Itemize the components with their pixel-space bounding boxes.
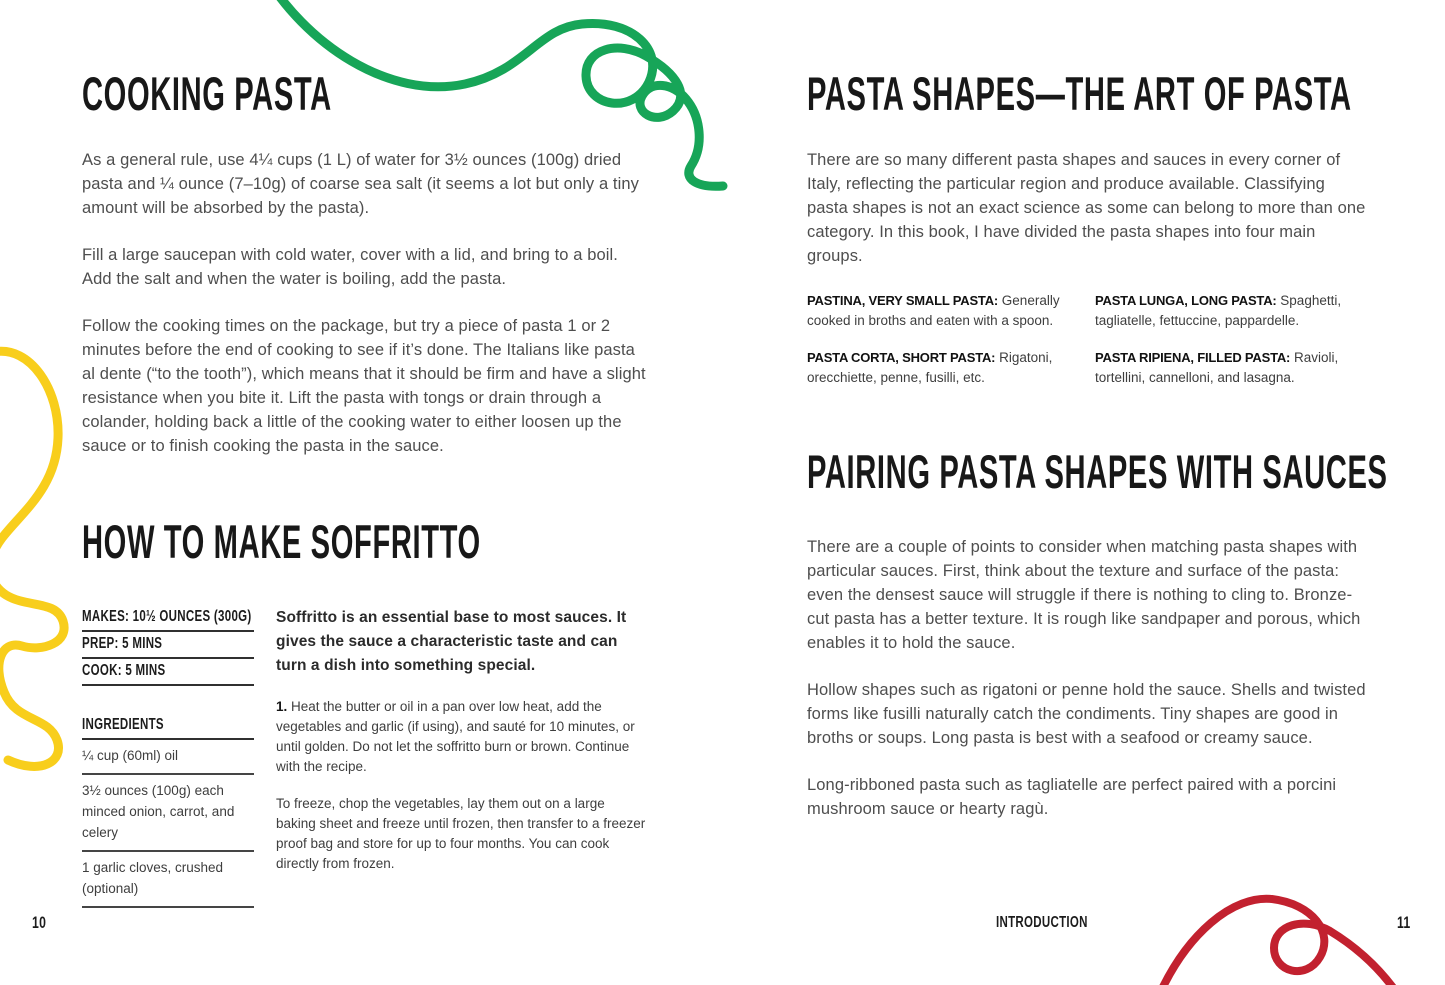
page-right xyxy=(807,67,1388,844)
pasta-shapes-title xyxy=(807,67,1367,120)
body-paragraph: Fill a large saucepan with cold water, cover with a lid, and bring to a boil. Add the salt and when the water is boiling, add the pasta. xyxy=(82,246,618,288)
ingredient-item: 1 garlic cloves, crushed (optional) xyxy=(82,852,254,908)
soffritto-title-text: HOW TO MAKE SOFFRITTO xyxy=(82,515,481,568)
category-label: PASTINA, VERY SMALL PASTA: xyxy=(807,293,999,308)
step-text: Heat the butter or oil in a pan over low heat, add the vegetables and garlic (if using), and sauté for 10 minutes, or until golden. Do not let the soffritto burn or brown. Continue with the recipe. xyxy=(276,699,635,774)
body-paragraph: Long-ribboned pasta such as tagliatelle are perfect paired with a porcini mushroom sauce or hearty ragù. xyxy=(807,776,1337,818)
footer-section-label-text: INTRODUCTION xyxy=(996,914,1088,931)
meta-row-prep xyxy=(82,632,254,659)
step-text: To freeze, chop the vegetables, lay them out on a large baking sheet and freeze until frozen, then transfer to a freezer proof bag and store for up to four months. You can cook directly from frozen. xyxy=(276,796,646,871)
red-pasta-squiggle-icon xyxy=(1156,899,1403,985)
body-paragraph: As a general rule, use 4¼ cups (1 L) of water for 3½ ounces (100g) dried pasta and ¼ ounce (7–10g) of coarse sea salt (it seems a lot but only a tiny amount will be absorbed by the pasta). xyxy=(82,151,639,217)
ingredient-item: ¼ cup (60ml) oil xyxy=(82,740,254,775)
body-paragraph: Hollow shapes such as rigatoni or penne hold the sauce. Shells and twisted forms like fusilli naturally catch the condiments. Tiny shapes are good in broths or soups. Long pasta is best with a seafood or creamy sauce. xyxy=(807,681,1366,747)
meta-row-cook xyxy=(82,659,254,686)
category-pasta-corta xyxy=(807,348,1079,388)
page-left xyxy=(82,67,648,908)
recipe-body xyxy=(276,605,648,908)
pasta-shapes-title-text: PASTA SHAPES—THE ART OF PASTA xyxy=(807,67,1352,120)
page-number-left-text: 10 xyxy=(32,913,47,932)
makes-label: MAKES: 10½ OUNCES (300G) xyxy=(82,608,252,625)
recipe-step-1 xyxy=(276,697,648,777)
footer-section-label xyxy=(996,914,1123,932)
category-pasta-ripiena xyxy=(1095,348,1367,388)
category-label: PASTA RIPIENA, FILLED PASTA: xyxy=(1095,350,1291,365)
soffritto-title xyxy=(82,515,648,568)
meta-row-makes xyxy=(82,605,254,632)
soffritto-recipe xyxy=(82,605,648,908)
category-text: Spaghetti, tagliatelle, fettuccine, pappardelle. xyxy=(1095,293,1342,328)
body-paragraph: Follow the cooking times on the package, but try a piece of pasta 1 or 2 minutes before the end of cooking to see if it’s done. The Italians like pasta al dente (“to the tooth”), which means that it should be firm and have a slight resistance when you bite it. Lift the pasta with tongs or drain through a colander, holding back a little of the cooking water to either loosen up the sauce or to finish cooking the pasta in the sauce. xyxy=(82,317,646,455)
ingredients-heading-text: INGREDIENTS xyxy=(82,716,164,733)
pasta-categories xyxy=(807,291,1367,388)
step-number: 1. xyxy=(276,699,288,714)
category-pasta-lunga xyxy=(1095,291,1367,331)
pairing-title xyxy=(807,445,1388,498)
page-number-right xyxy=(1397,913,1416,933)
cook-label: COOK: 5 MINS xyxy=(82,662,166,679)
category-text: Rigatoni, orecchiette, penne, fusilli, etc. xyxy=(807,350,1053,385)
pairing-title-text: PAIRING PASTA SHAPES WITH SAUCES xyxy=(807,445,1388,498)
cooking-pasta-title xyxy=(82,67,648,120)
body-paragraph: There are a couple of points to consider when matching pasta shapes with particular sauces. First, think about the texture and surface of the pasta: even the densest sauce will struggle if there is nothing to cling to. Bronze-cut pasta has a better texture. It is rough like sandpaper and porous, which enables it to hold the sauce. xyxy=(807,538,1361,652)
category-text: Generally cooked in broths and eaten with a spoon. xyxy=(807,293,1060,328)
page-number-right-text: 11 xyxy=(1397,913,1411,932)
body-paragraph: There are so many different pasta shapes and sauces in every corner of Italy, reflecting the particular region and produce available. Classifying pasta shapes is not an exact science as some can belong to more than one category. In this book, I have divided the pasta shapes into four main groups. xyxy=(807,151,1366,265)
yellow-pasta-squiggle-icon xyxy=(0,351,64,766)
ingredient-item: 3½ ounces (100g) each minced onion, carrot, and celery xyxy=(82,775,254,852)
category-text: Ravioli, tortellini, cannelloni, and lasagna. xyxy=(1095,350,1339,385)
page-number-left xyxy=(32,913,52,933)
category-label: PASTA CORTA, SHORT PASTA: xyxy=(807,350,996,365)
category-label: PASTA LUNGA, LONG PASTA: xyxy=(1095,293,1277,308)
soffritto-intro: Soffritto is an essential base to most sauces. It gives the sauce a characteristic taste and can turn a dish into something special. xyxy=(276,609,627,674)
recipe-sidebar xyxy=(82,605,254,908)
ingredients-heading xyxy=(82,713,254,740)
cooking-pasta-title-text: COOKING PASTA xyxy=(82,67,332,120)
recipe-step-freeze xyxy=(276,794,648,874)
category-pastina xyxy=(807,291,1079,331)
prep-label: PREP: 5 MINS xyxy=(82,635,163,652)
